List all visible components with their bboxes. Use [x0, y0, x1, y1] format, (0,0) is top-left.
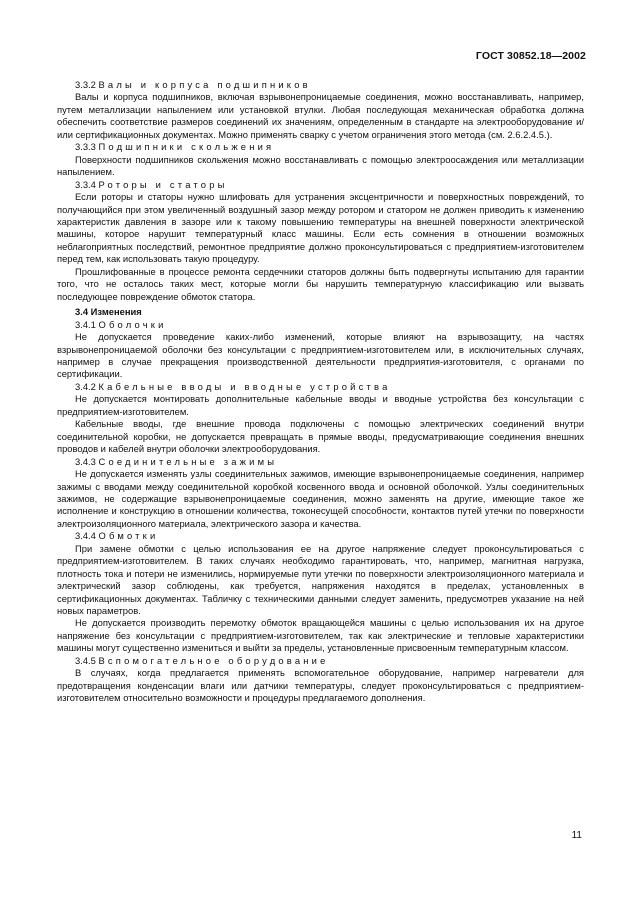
subsection-heading	[57, 141, 584, 153]
subsection-heading	[57, 319, 584, 331]
heading-title: Вспомогательное оборудование	[98, 654, 329, 666]
heading-title: Изменения	[90, 306, 142, 318]
subsection-heading	[57, 655, 584, 667]
heading-title: Обмотки	[98, 530, 159, 542]
body-paragraph: Поверхности подшипников скольжения можно восстанавливать с помощью электроосаждения или металлизации напылением.	[57, 153, 584, 178]
heading-title: Оболочки	[98, 318, 167, 330]
body-paragraph: Если роторы и статоры нужно шлифовать для устранения эксцентричности и поверхностных повреждений, то получающийся при этом увеличенный воздушный зазор между ротором и статором не должен приводить к изменению характеристик давления в зазоре или к такому повышению температуры на внешней поверхности электрической машины, которое нарушит температурный класс машины. Если есть сомнения в отношении возможных неблагоприятных последствий, ремонтное предприятие должно проконсультироваться с предприятием-изготовителем перед тем, как использовать такую процедуру.	[57, 191, 584, 265]
body-paragraph: Прошлифованные в процессе ремонта сердечники статоров должны быть подвергнуты испытанию для гарантии того, что не осталось таких мест, которые могли бы нарушить температурную классификацию или вызвать последующее повреждение обмоток статора.	[57, 265, 584, 302]
heading-number: 3.3.2	[75, 79, 96, 90]
heading-title: Кабельные вводы и вводные устройства	[98, 380, 391, 392]
heading-number: 3.3.4	[75, 178, 96, 190]
section-heading	[57, 306, 584, 318]
heading-title: Роторы и статоры	[98, 178, 228, 190]
subsection-heading	[57, 79, 584, 91]
heading-number: 3.3.3	[75, 141, 96, 153]
standard-code-header: ГОСТ 30852.18—2002	[475, 50, 586, 62]
body-paragraph: Не допускается производить перемотку обмоток вращающейся машины с целью использования их на другое напряжение без консультации с предприятием-изготовителем, так как электрические и тепловые характеристики машины могут существенно измениться и выйти за пределы, установленные присвоенным температурным классом.	[57, 617, 584, 654]
body-paragraph: Кабельные вводы, где внешние провода подключены с помощью электрических соединений внутри соединительной коробки, не допускается превращать в прямые вводы, предусматривающие соединения внешних проводов и кабелей внутри оболочки электрооборудования.	[57, 418, 584, 455]
body-paragraph: Не допускается изменять узлы соединительных зажимов, имеющие взрывонепроницаемые соединения, например зажимы с вводами между соединительной коробкой косвенного ввода и основной оболочкой. Узлы соединительных зажимов, не содержащие взрывонепроницаемые соединения, можно заменять на другие, имеющие такое же исполнение и конструкцию в отношении количества, токонесущей способности, контактов путей утечки по поверхности электроизоляционного материала, электрического зазора и качества.	[57, 468, 584, 529]
subsection-heading	[57, 381, 584, 393]
heading-title: Подшипники скольжения	[98, 141, 275, 153]
heading-number: 3.4	[75, 306, 89, 318]
body-paragraph: Валы и корпуса подшипников, включая взрывонепроницаемые соединения, можно восстанавливать, например, путем металлизации напылением или установкой втулки. Любая последующая механическая обработка должна обеспечить соответствие размеров соединений их значениям, определенным в стандарте на электрооборудование и/или сертификационных документах. Можно применять сварку с учетом ограничения этого метода (см. 2.6.2.4.5.).	[57, 91, 584, 140]
body-paragraph: При замене обмотки с целью использования ее на другое напряжение следует проконсультироваться с предприятием-изготовителем. В таких случаях необходимо гарантировать, что, например, магнитная нагрузка, плотность тока и потери не изменились, нормируемые пути утечки по поверхности электроизоляционного материала и электрический зазор соблюдены, как требуется, напряжения находятся в пределах, установленных в сертификационных документах. Табличку с техническими данными следует заменить, предусмотрев указание на ней новых параметров.	[57, 542, 584, 617]
subsection-heading	[57, 456, 584, 468]
document-body	[57, 79, 584, 705]
heading-number: 3.4.4	[75, 530, 96, 542]
page-number: 11	[571, 830, 582, 841]
subsection-heading	[57, 179, 584, 191]
heading-number: 3.4.5	[75, 654, 96, 666]
subsection-heading	[57, 530, 584, 542]
heading-title: Соединительные зажимы	[98, 455, 278, 467]
body-paragraph: В случаях, когда предлагается применять вспомогательное оборудование, например нагреватели для предотвращения конденсации влаги или датчики температуры, следует проконсультироваться с предприятием-изготовителем относительно возможности и процедуры предлагаемого дополнения.	[57, 667, 584, 704]
heading-number: 3.4.3	[75, 455, 96, 467]
heading-number: 3.4.1	[75, 318, 96, 330]
body-paragraph: Не допускается монтировать дополнительные кабельные вводы и вводные устройства без консультации с предприятием-изготовителем.	[57, 393, 584, 417]
heading-number: 3.4.2	[75, 380, 96, 392]
heading-title: Валы и корпуса подшипников	[98, 79, 311, 90]
body-paragraph: Не допускается проведение каких-либо изменений, которые влияют на взрывозащиту, на частях взрывонепроницаемой оболочки без консультации с предприятием-изготовителем или, в исключительных случаях, например в случае прекращения производственной деятельности предприятия-изготовителя, с органами по сертификации.	[57, 331, 584, 380]
